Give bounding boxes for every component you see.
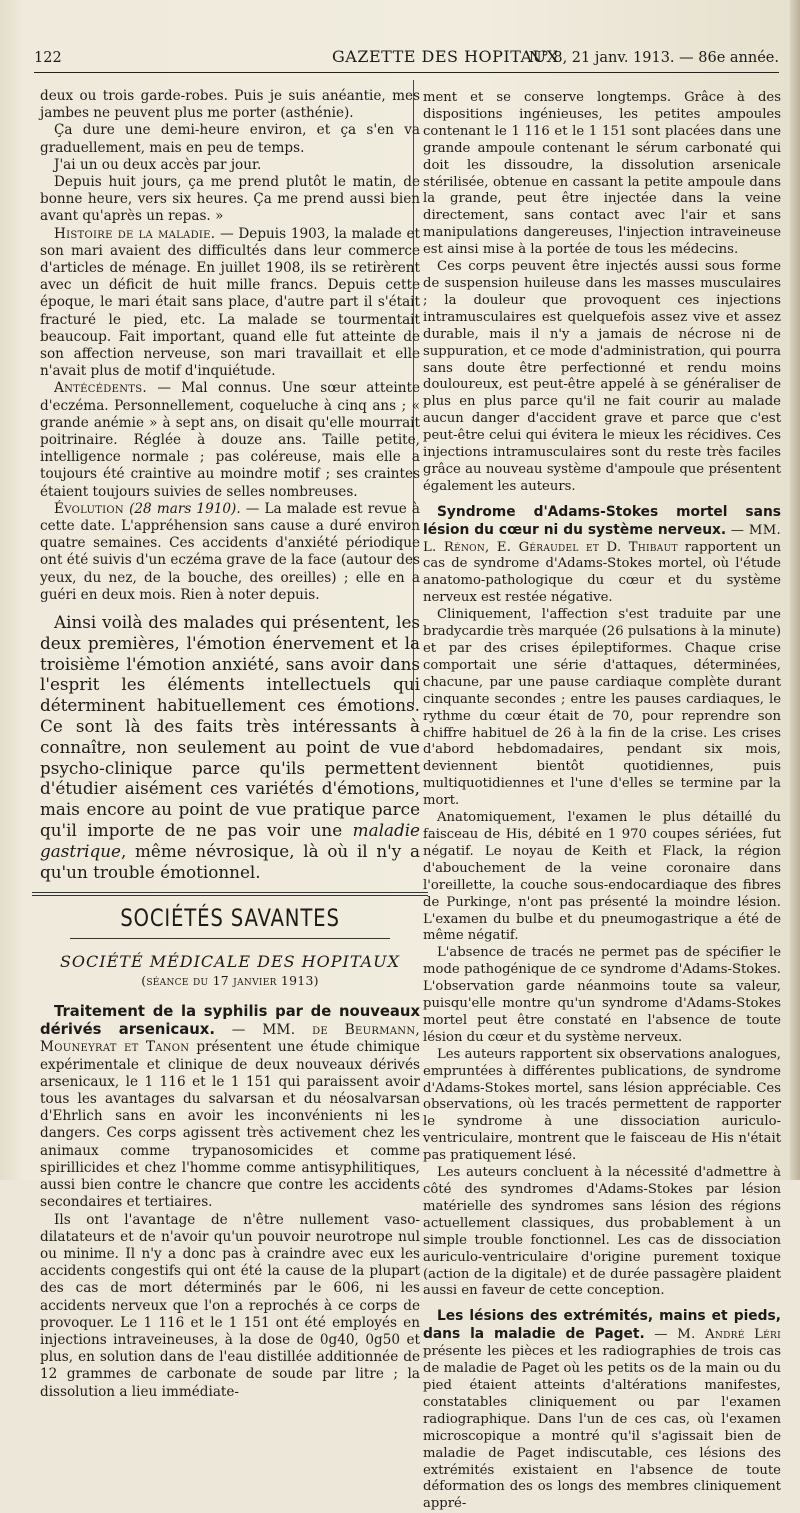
adams-paragraph bbox=[423, 504, 781, 607]
paget-heading: Les lésions des extrémités, mains et pieds, dans la maladie de Paget. bbox=[423, 1308, 781, 1343]
evolution-paragraph bbox=[40, 501, 420, 604]
adams-heading: Syndrome d'Adams-Stokes mortel sans lésion du cœur ni du système nerveux. bbox=[423, 503, 781, 538]
conclusion-text: Ainsi voilà des malades qui présentent, les deux premières, l'émotion énervement et la troisième l'émotion anxiété, sans avoir dans l'esprit les éléments intellectuels qui déterminent habituellement ces émotions. Ce sont là des faits très intéressants à connaître, non seulement au point de vue psycho-clinique parce qu'ils permettent d'étudier aisément ces variétés d'émotions, mais encore au point de vue pratique parce qu'il importe de ne pas voir une bbox=[40, 612, 420, 841]
section-divider bbox=[32, 892, 428, 896]
paragraph: J'ai un ou deux accès par jour. bbox=[54, 156, 262, 173]
evolution-label: Évolution bbox=[54, 500, 124, 517]
paragraph: L'absence de tracés ne permet pas de spécifier le mode pathogénique de ce syndrome d'Adams-Stokes. L'observation garde néanmoins toute sa valeur, puisqu'elle montre qu'un syndrome d'Adams-Stokes mortel peut être constaté en l'absence de toute lésion du cœur et du système nerveux. bbox=[423, 945, 781, 1045]
section-rule bbox=[70, 938, 390, 939]
paget-paragraph bbox=[423, 1308, 781, 1513]
paget-text: présente les pièces et les radiographies de trois cas de maladie de Paget où les petits os de la main ou du pied étaient atteints d'altérations manifestes, constatables cliniquement ou par l'examen radiographique. Dans l'un de ces cas, où l'examen microscopique a montré qu'il s'agissait bien de maladie de Paget indiscutable, ces lésions des extrémités existaient en l'absence de toute déformation des os longs des membres cliniquement appré- bbox=[423, 1344, 781, 1512]
conclusion-text-end: , même névrosique, là où il n'y a qu'un trouble émotionnel. bbox=[40, 840, 420, 882]
syphilis-authors: — MM. de Beurmann, Mouneyrat et Tanon bbox=[40, 1022, 420, 1056]
running-header bbox=[34, 44, 779, 70]
paragraph: deux ou trois garde-robes. Puis je suis anéantie, mes jambes ne peuvent plus me porter (asthénie). bbox=[40, 88, 420, 122]
evolution-text: — La malade est revue à cette date. L'appréhension sans cause a duré environ quatre semaines. Ces accidents d'anxiété périodique ont été suivis d'un eczéma grave de la face (autour des yeux, du nez, de la bouche, des oreilles) ; elle en a guéri en deux mois. Rien à noter depuis. bbox=[40, 500, 420, 603]
antecedents-label: Antécédents. bbox=[54, 380, 147, 397]
conclusion-paragraph bbox=[40, 612, 420, 882]
paragraph: Les auteurs concluent à la nécessité d'admettre à côté des syndromes d'Adams-Stokes par lésion matérielle des syndromes sans lésion des régions actuellement classiques, dus probablement à un simple trouble fonctionnel. Les cas de dissociation auriculo-ventriculaire d'origine purement toxique (action de la digitale) et de durée passagère plaident aussi en faveur de cette conception. bbox=[423, 1165, 781, 1299]
antecedents-paragraph bbox=[40, 380, 420, 500]
paragraph: Ils ont l'avantage de n'être nullement vaso-dilatateurs et de n'avoir qu'un pouvoir neurotrope nul ou minime. Il n'y a donc pas à craindre avec eux les accidents congestifs qui ont été la cause de la plupart des cas de mort déterminés par le 606, ni les accidents nerveux que l'on a reprochés à ce corps de provoquer. Le 1 116 et le 1 151 ont été employés en injections intraveineuses, à la dose de 0g40, 0g50 et plus, en solution dans de l'eau distillée additionnée de 12 grammes de carbonate de soude par litre ; la dissolution a lieu immédiate- bbox=[40, 1211, 420, 1400]
paget-authors: — M. André Léri bbox=[644, 1327, 781, 1343]
paragraph: Cliniquement, l'affection s'est traduite par une bradycardie très marquée (26 pulsations à la minute) et par des crises épileptiformes. Chaque crise comportait une série d'attaques, déterminées, chacune, par une pause cardiaque complète durant cinquante secondes ; entre les pauses cardiaques, le rythme du cœur était de 70, pour reprendre son chiffre habituel de 26 à la fin de la crise. Les crises d'abord hebdomadaires, pendant six mois, deviennent bientôt quotidiennes, puis multiquotidiennes et l'une d'elles se termine par la mort. bbox=[423, 607, 781, 809]
adams-text: rapportent un cas de syndrome d'Adams-Stokes mortel, où l'étude anatomo-pathologique du cœur et du système nerveux est restée négative. bbox=[423, 539, 782, 606]
paragraph: ment et se conserve longtemps. Grâce à des dispositions ingénieuses, les petites ampoules contenant le 1 116 et le 1 151 sont placées dans une grande ampoule contenant le sérum carbonaté qui doit les dissoudre, la dissolution arsenicale stérilisée, obtenue en cassant la petite ampoule dans la grande, peut être injectée dans la veine directement, sans contact avec l'air et sans manipulations dangereuses, l'injection intraveineuse est ainsi mise à la portée de tous les médecins. bbox=[423, 90, 781, 258]
section-title: SOCIÉTÉS SAVANTES bbox=[120, 904, 340, 933]
paragraph: Depuis huit jours, ça me prend plutôt le matin, de bonne heure, vers six heures. Ça me prend aussi bien avant qu'après un repas. » bbox=[40, 174, 420, 225]
header-rule bbox=[34, 72, 779, 73]
syphilis-text: présentent une étude chimique expérimentale et clinique de deux nouveaux dérivés arsenicaux, le 1 116 et le 1 151 qui paraissent avoir tous les avantages du salvarsan et du néosalvarsan d'Ehrlich sans en avoir les inconvénients ni les dangers. Ces corps agissent très activement chez les animaux comme trypanosomicides et comme spirillicides et chez l'homme comme antisyphilitiques, aussi bien contre le chancre que contre les accidents secondaires et tertiaires. bbox=[40, 1039, 420, 1211]
histoire-paragraph bbox=[40, 226, 420, 381]
syphilis-paragraph bbox=[40, 1003, 420, 1211]
page-number: 122 bbox=[34, 50, 62, 66]
syphilis-heading: Traitement de la syphilis par de nouveaux dérivés arsenicaux. bbox=[40, 1003, 420, 1039]
issue-info: N° 8, 21 janv. 1913. — 86e année. bbox=[528, 50, 779, 66]
evolution-date: (28 mars 1910). bbox=[123, 500, 241, 517]
adams-authors: — MM. L. Rénon, E. Géraudel et D. Thibaut bbox=[423, 522, 781, 555]
left-column bbox=[40, 88, 420, 1401]
seance-date: (séance du 17 janvier 1913) bbox=[141, 972, 319, 988]
page-edge bbox=[790, 0, 800, 1180]
conclusion-italic: maladie gastrique bbox=[40, 820, 420, 861]
histoire-text: — Depuis 1903, la malade et son mari avaient des difficultés dans leur commerce d'articles de ménage. En juillet 1908, ils se retirèrent avec un déficit de huit mille francs. Depuis cette époque, le mari était sans place, d'autre part il s'était fracturé le pied, etc. La malade se tourmentait beaucoup. Fait important, quand elle fut atteinte de son affection nerveuse, son mari travaillait et elle n'avait plus de motif d'inquiétude. bbox=[40, 225, 420, 380]
paragraph: Ça dure une demi-heure environ, et ça s'en va graduellement, mais en peu de temps. bbox=[40, 122, 420, 156]
histoire-label: Histoire de la maladie. bbox=[54, 225, 216, 242]
antecedents-text: — Mal connus. Une sœur atteinte d'eczéma. Personnellement, coqueluche à cinq ans ; « grande anémie » à sept ans, on disait qu'elle mourrait poitrinaire. Réglée à douze ans. Taille petite, intelligence normale ; pas coléreuse, mais elle a toujours été craintive au moindre motif ; ses craintes étaient toujours suivies de selles nombreuses. bbox=[40, 380, 420, 500]
paragraph: Ces corps peuvent être injectés aussi sous forme de suspension huileuse dans les masses musculaires ; la douleur que provoquent ces injections intramusculaires est quelquefois assez vive et assez durable, mais il n'y a jamais de nécrose ni de suppuration, et ce mode d'administration, qui pourra sans doute être perfectionné et rendu moins douloureux, est peut-être appelé à se généraliser de plus en plus parce qu'il ne fait courir au malade aucun danger d'accident grave et parce que c'est peut-être celui qui évitera le mieux les récidives. Ces injections intramusculaires sont du reste très faciles grâce au nouveau système d'ampoule que présentent également les auteurs. bbox=[423, 259, 781, 494]
society-title: SOCIÉTÉ MÉDICALE DES HOPITAUX bbox=[59, 951, 401, 971]
paragraph: Les auteurs rapportent six observations analogues, empruntées à différentes publications, de syndrome d'Adams-Stokes mortel, sans lésion appréciable. Ces observations, où les tracés permettent de rapporter le syndrome à une dissociation auriculo-ventriculaire, montrent que le faisceau de His n'était pas pratiquement lésé. bbox=[423, 1046, 781, 1164]
paragraph: Anatomiquement, l'examen le plus détaillé du faisceau de His, débité en 1 970 coupes sériées, fut négatif. Le noyau de Keith et Flack, la région d'abouchement de la veine coronaire dans l'oreillette, la couche sous-endocardiaque des fibres de Purkinge, n'ont pas présenté la moindre lésion. L'examen du bulbe et du pneumogastrique a été de même négatif. bbox=[423, 810, 781, 944]
right-column bbox=[423, 90, 781, 1513]
journal-title: GAZETTE DES HOPITAUX bbox=[332, 47, 559, 66]
